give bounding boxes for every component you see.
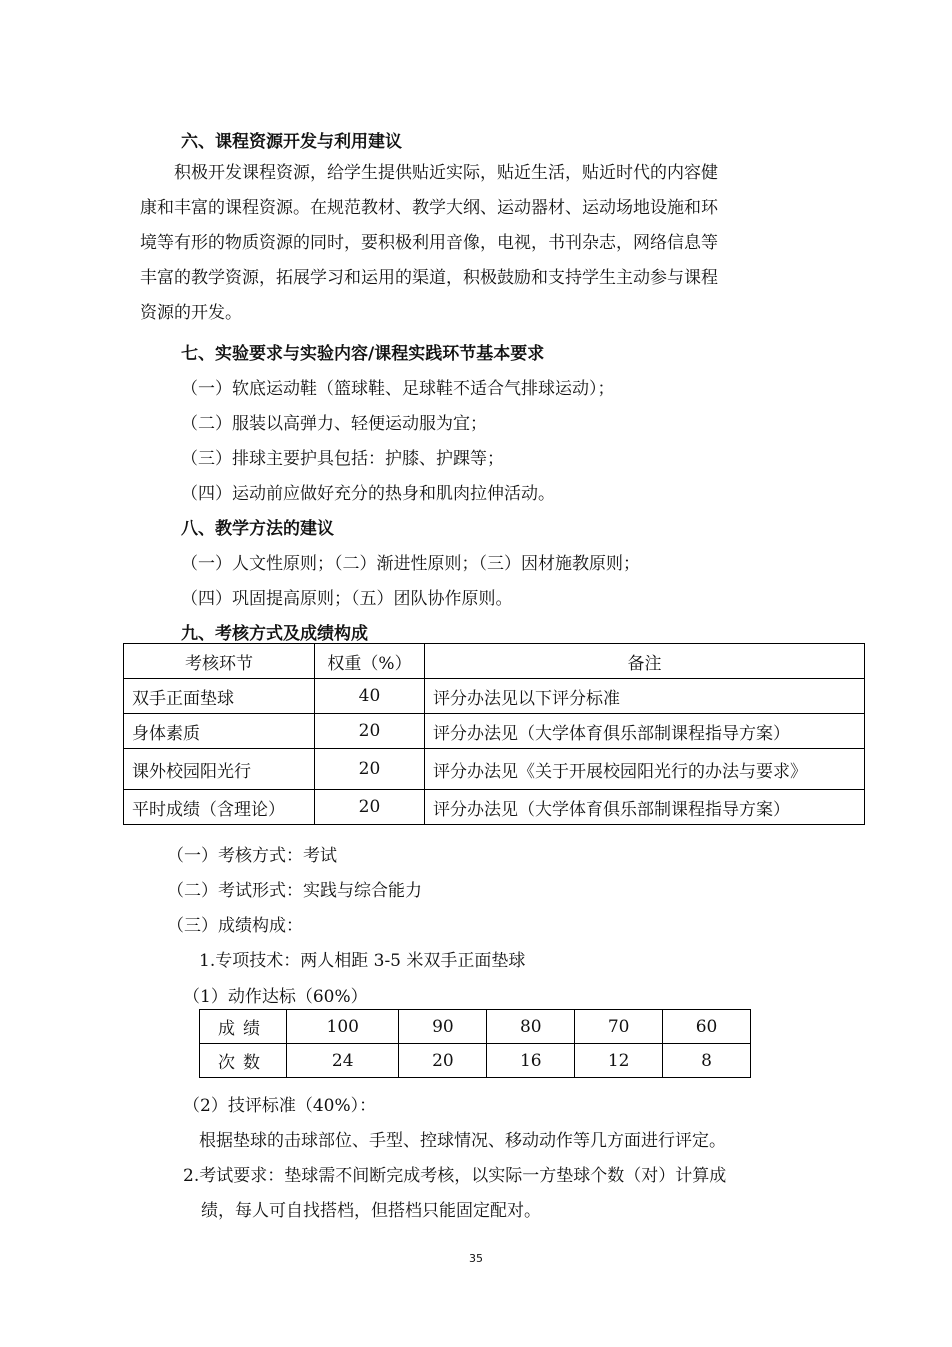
section7-item-4: （四）运动前应做好充分的热身和肌肉拉伸活动。 <box>181 484 555 504</box>
count-cell: 12 <box>575 1044 663 1078</box>
table-cell: 20 <box>315 749 425 790</box>
tech-standard-desc: 根据垫球的击球部位、手型、控球情况、移动动作等几方面进行评定。 <box>199 1131 726 1151</box>
count-row-label: 次数 <box>200 1044 287 1078</box>
section7-title: 七、实验要求与实验内容/课程实践环节基本要求 <box>181 344 545 364</box>
table-cell: 20 <box>315 790 425 825</box>
header-cell-remark: 备注 <box>425 644 865 679</box>
table-cell: 平时成绩（含理论） <box>124 790 315 825</box>
score-cell: 100 <box>287 1010 399 1044</box>
count-row <box>200 1044 751 1078</box>
table-row <box>124 679 865 714</box>
exam-requirement-line-1: 2.考试要求：垫球需不间断完成考核，以实际一方垫球个数（对）计算成 <box>183 1166 727 1186</box>
count-cell: 20 <box>399 1044 487 1078</box>
table-cell: 评分办法见（大学体育俱乐部制课程指导方案） <box>425 790 865 825</box>
section8-item-1: （一）人文性原则；（二）渐进性原则；（三）因材施教原则； <box>181 554 640 574</box>
section7-item-1: （一）软底运动鞋（篮球鞋、足球鞋不适合气排球运动）； <box>181 379 615 399</box>
table-row <box>124 714 865 749</box>
assessment-method: （一）考核方式：考试 <box>167 846 337 866</box>
header-cell-item: 考核环节 <box>124 644 315 679</box>
table-cell: 评分办法见《关于开展校园阳光行的办法与要求》 <box>425 749 865 790</box>
table-cell: 课外校园阳光行 <box>124 749 315 790</box>
header-cell-weight: 权重（%） <box>315 644 425 679</box>
section6-line-1: 积极开发课程资源，给学生提供贴近实际，贴近生活，贴近时代的内容健 <box>140 163 718 183</box>
section6-line-3: 境等有形的物质资源的同时，要积极利用音像，电视，书刊杂志，网络信息等 <box>140 233 718 253</box>
table-cell: 双手正面垫球 <box>124 679 315 714</box>
section8-title: 八、教学方法的建议 <box>181 519 334 539</box>
section7-item-2: （二）服装以高弹力、轻便运动服为宜； <box>181 414 487 434</box>
count-cell: 8 <box>663 1044 751 1078</box>
count-cell: 16 <box>487 1044 575 1078</box>
assessment-table <box>123 643 865 825</box>
score-cell: 70 <box>575 1010 663 1044</box>
count-cell: 24 <box>287 1044 399 1078</box>
table-cell: 评分办法见以下评分标准 <box>425 679 865 714</box>
score-table <box>199 1009 751 1078</box>
table-cell: 身体素质 <box>124 714 315 749</box>
score-row-label: 成绩 <box>200 1010 287 1044</box>
score-cell: 90 <box>399 1010 487 1044</box>
section6-line-2: 康和丰富的课程资源。在规范教材、教学大纲、运动器材、运动场地设施和环 <box>140 198 718 218</box>
section8-item-2: （四）巩固提高原则；（五）团队协作原则。 <box>181 589 513 609</box>
score-cell: 80 <box>487 1010 575 1044</box>
exam-requirement-line-2: 绩，每人可自找搭档，但搭档只能固定配对。 <box>201 1201 541 1221</box>
table-cell: 20 <box>315 714 425 749</box>
tech-standard-title: （2）技评标准（40%）： <box>183 1096 377 1116</box>
section7-item-3: （三）排球主要护具包括：护膝、护踝等； <box>181 449 504 469</box>
section6-line-5: 资源的开发。 <box>140 303 242 323</box>
table-row <box>124 790 865 825</box>
section6-paragraph <box>140 156 810 331</box>
score-row <box>200 1010 751 1044</box>
score-composition: （三）成绩构成： <box>167 916 303 936</box>
section6-line-4: 丰富的教学资源，拓展学习和运用的渠道，积极鼓励和支持学生主动参与课程 <box>140 268 718 288</box>
page-number: 35 <box>469 1252 483 1265</box>
section6-title: 六、课程资源开发与利用建议 <box>181 132 402 152</box>
table-header-row <box>124 644 865 679</box>
action-standard-title: （1）动作达标（60%） <box>183 987 368 1007</box>
score-cell: 60 <box>663 1010 751 1044</box>
table-cell: 评分办法见（大学体育俱乐部制课程指导方案） <box>425 714 865 749</box>
table-row <box>124 749 865 790</box>
skill-item: 1.专项技术：两人相距 3-5 米双手正面垫球 <box>199 951 526 971</box>
exam-form: （二）考试形式：实践与综合能力 <box>167 881 422 901</box>
section9-title: 九、考核方式及成绩构成 <box>181 624 368 644</box>
table-cell: 40 <box>315 679 425 714</box>
